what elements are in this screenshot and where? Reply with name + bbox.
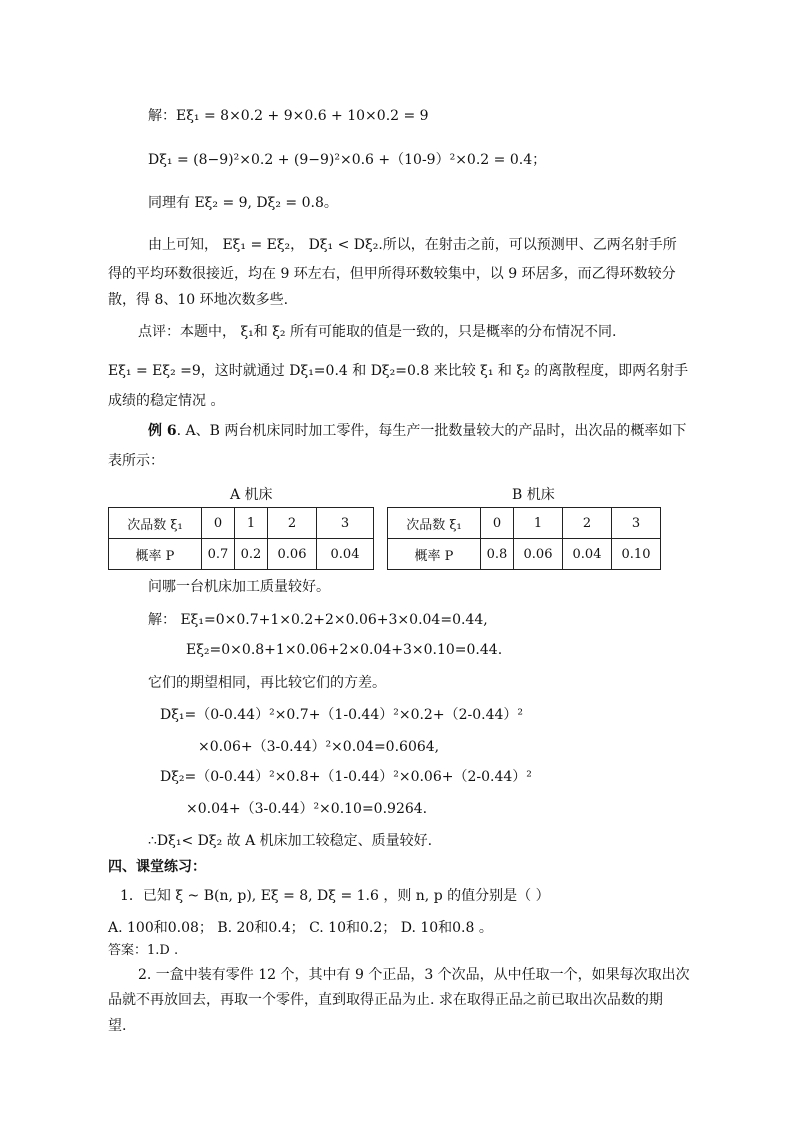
example6-line-2: 表所示： bbox=[108, 453, 164, 469]
solution2-line-3: 它们的期望相同，再比较它们的方差。 bbox=[148, 675, 386, 691]
comment-line-3: 成绩的稳定情况 。 bbox=[108, 393, 225, 409]
comment-line-2: Eξ₁ = Eξ₂ =9，这时就通过 Dξ₁=0.4 和 Dξ₂=0.8 来比较 ξ₁ 和 ξ₂ 的离散程度，即两名射手 bbox=[108, 363, 689, 379]
table-cell: 0 bbox=[481, 508, 514, 539]
table-a-caption: A 机床 bbox=[230, 487, 273, 503]
solution2-line-8: ∴Dξ₁< Dξ₂ 故 A 机床加工较稳定、质量较好. bbox=[148, 833, 433, 849]
table-row bbox=[109, 539, 374, 570]
table-b bbox=[387, 507, 661, 570]
question-1: 1．已知 ξ ~ B(n, p), Eξ = 8, Dξ = 1.6 ，则 n, p 的值分别是（ ） bbox=[120, 888, 550, 904]
table-cell: 0.2 bbox=[235, 539, 268, 570]
solution2-line-2: Eξ₂=0×0.8+1×0.06+2×0.04+3×0.10=0.44. bbox=[186, 642, 503, 658]
table-b-caption: B 机床 bbox=[512, 487, 555, 503]
question-2-line-1: 2. 一盒中装有零件 12 个，其中有 9 个正品，3 个次品，从中任取一个，如果每次取出次 bbox=[138, 967, 690, 983]
solution-line-3: 同理有 Eξ₂ = 9, Dξ₂ = 0.8。 bbox=[148, 195, 338, 211]
table-row bbox=[388, 539, 661, 570]
solution2-question: 问哪一台机床加工质量较好。 bbox=[148, 579, 330, 595]
table-cell: 0.04 bbox=[563, 539, 612, 570]
table-cell: 概率 P bbox=[388, 539, 481, 570]
solution-line-4: 由上可知， Eξ₁ = Eξ₂， Dξ₁ < Dξ₂.所以，在射击之前，可以预测甲、乙两名射手所 bbox=[148, 237, 677, 253]
table-cell: 0.06 bbox=[514, 539, 563, 570]
table-a bbox=[108, 507, 374, 570]
solution-line-5: 得的平均环数很接近，均在 9 环左右，但甲所得环数较集中，以 9 环居多，而乙得环数较分 bbox=[108, 266, 676, 282]
solution2-line-6: Dξ₂=（0-0.44）²×0.8+（1-0.44）²×0.06+（2-0.44）² bbox=[160, 769, 532, 785]
table-cell: 0.7 bbox=[202, 539, 235, 570]
table-cell: 0.8 bbox=[481, 539, 514, 570]
example-label: 例 6 bbox=[148, 423, 177, 439]
example-text: . A、B 两台机床同时加工零件，每生产一批数量较大的产品时，出次品的概率如下 bbox=[176, 423, 687, 439]
question-2-line-2: 品就不再放回去，再取一个零件，直到取得正品为止. 求在取得正品之前已取出次品数的期 bbox=[108, 992, 663, 1008]
table-cell: 0.04 bbox=[317, 539, 374, 570]
table-cell: 2 bbox=[563, 508, 612, 539]
table-cell: 次品数 ξ₁ bbox=[109, 508, 202, 539]
table-cell: 1 bbox=[514, 508, 563, 539]
solution-line-6: 散，得 8、10 环地次数多些. bbox=[108, 292, 289, 308]
table-cell: 2 bbox=[268, 508, 317, 539]
solution-line-1: 解：Eξ₁ = 8×0.2 + 9×0.6 + 10×0.2 = 9 bbox=[148, 108, 429, 124]
table-cell: 1 bbox=[235, 508, 268, 539]
table-row bbox=[109, 508, 374, 539]
table-cell: 3 bbox=[317, 508, 374, 539]
solution2-line-5: ×0.06+（3-0.44）²×0.04=0.6064, bbox=[198, 739, 440, 755]
section-heading: 四、课堂练习： bbox=[108, 859, 206, 875]
example6-line-1 bbox=[148, 421, 686, 441]
table-cell: 0 bbox=[202, 508, 235, 539]
solution2-line-7: ×0.04+（3-0.44）²×0.10=0.9264. bbox=[186, 801, 428, 817]
answer-text: 答案：1.D . bbox=[108, 943, 179, 958]
solution2-line-1: 解： Eξ₁=0×0.7+1×0.2+2×0.06+3×0.04=0.44, bbox=[148, 612, 488, 628]
table-cell: 次品数 ξ₁ bbox=[388, 508, 481, 539]
table-cell: 0.06 bbox=[268, 539, 317, 570]
table-cell: 0.10 bbox=[612, 539, 661, 570]
question-2-line-3: 望. bbox=[108, 1018, 127, 1034]
table-cell: 概率 P bbox=[109, 539, 202, 570]
question-1-options: A. 100和0.08； B. 20和0.4； C. 10和0.2； D. 10和0.8 。 bbox=[108, 920, 493, 936]
table-row bbox=[388, 508, 661, 539]
comment-line-1: 点评：本题中， ξ₁和 ξ₂ 所有可能取的值是一致的，只是概率的分布情况不同. bbox=[138, 324, 617, 340]
table-cell: 3 bbox=[612, 508, 661, 539]
solution-line-2: Dξ₁ = (8−9)²×0.2 + (9−9)²×0.6 +（10-9）²×0.2 = 0.4； bbox=[148, 152, 547, 168]
solution2-line-4: Dξ₁=（0-0.44）²×0.7+（1-0.44）²×0.2+（2-0.44）² bbox=[160, 707, 523, 723]
